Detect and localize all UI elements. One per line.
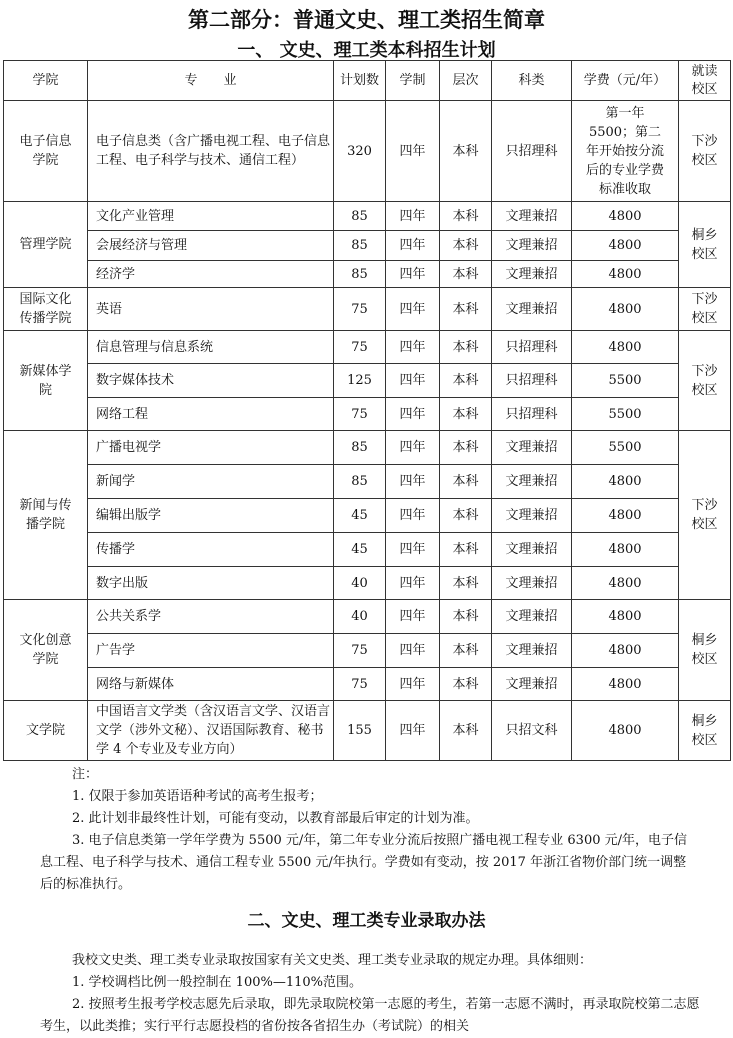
major-cell: 数字出版 (88, 567, 334, 600)
category-cell: 文理兼招 (492, 231, 572, 261)
major-cell: 新闻学 (88, 465, 334, 499)
table-row (4, 202, 731, 231)
category-cell: 文理兼招 (492, 288, 572, 331)
tuition-cell: 4800 (572, 231, 679, 261)
duration-cell: 四年 (386, 668, 440, 701)
level-cell: 本科 (440, 288, 492, 331)
duration-cell: 四年 (386, 202, 440, 231)
major-cell: 广播电视学 (88, 431, 334, 465)
column-header: 专 业 (88, 61, 334, 101)
paragraph: 1. 学校调档比例一般控制在 100%—110%范围。 (72, 975, 362, 990)
tuition-cell: 4800 (572, 499, 679, 533)
tuition-cell: 4800 (572, 533, 679, 567)
level-cell: 本科 (440, 101, 492, 202)
enrollment-plan-table (3, 60, 731, 761)
plan-count-cell: 85 (334, 231, 386, 261)
major-cell: 英语 (88, 288, 334, 331)
level-cell: 本科 (440, 600, 492, 634)
section-1-title: 一、 文史、理工类本科招生计划 (237, 40, 496, 61)
category-cell: 文理兼招 (492, 668, 572, 701)
note-item: 3. 电子信息类第一学年学费为 5500 元/年，第二年专业分流后按照广播电视工程专业 6300 元/年，电子信息工程、电子科学与技术、通信工程专业 5500 元/年执行。学费如有变动，按 2017 年浙江省物价部门统一调整后的标准执行。 (40, 833, 687, 892)
level-cell: 本科 (440, 202, 492, 231)
duration-cell: 四年 (386, 331, 440, 364)
level-cell: 本科 (440, 261, 492, 288)
duration-cell: 四年 (386, 231, 440, 261)
level-cell: 本科 (440, 398, 492, 431)
table-row (4, 600, 731, 634)
category-cell: 文理兼招 (492, 431, 572, 465)
plan-count-cell: 85 (334, 202, 386, 231)
plan-count-cell: 45 (334, 499, 386, 533)
table-row (4, 331, 731, 364)
college-cell: 国际文化传播学院 (4, 288, 88, 331)
college-cell: 新媒体学院 (4, 331, 88, 431)
tuition-cell: 4800 (572, 634, 679, 668)
tuition-cell: 4800 (572, 668, 679, 701)
table-row (4, 101, 731, 202)
table-row (4, 431, 731, 465)
tuition-cell: 5500 (572, 431, 679, 465)
plan-count-cell: 40 (334, 600, 386, 634)
plan-count-cell: 85 (334, 465, 386, 499)
category-cell: 文理兼招 (492, 634, 572, 668)
section-2-body (40, 950, 700, 1038)
duration-cell: 四年 (386, 398, 440, 431)
duration-cell: 四年 (386, 533, 440, 567)
major-cell: 电子信息类（含广播电视工程、电子信息工程、电子科学与技术、通信工程） (88, 101, 334, 202)
major-cell: 数字媒体技术 (88, 364, 334, 398)
table-row (4, 634, 731, 668)
major-cell: 编辑出版学 (88, 499, 334, 533)
column-header: 科类 (492, 61, 572, 101)
campus-cell: 下沙校区 (679, 288, 731, 331)
duration-cell: 四年 (386, 567, 440, 600)
level-cell: 本科 (440, 567, 492, 600)
campus-cell: 下沙校区 (679, 101, 731, 202)
table-row (4, 465, 731, 499)
table-row (4, 567, 731, 600)
category-cell: 文理兼招 (492, 499, 572, 533)
category-cell: 只招理科 (492, 331, 572, 364)
tuition-cell: 4800 (572, 261, 679, 288)
level-cell: 本科 (440, 499, 492, 533)
plan-count-cell: 40 (334, 567, 386, 600)
level-cell: 本科 (440, 331, 492, 364)
college-cell: 管理学院 (4, 202, 88, 288)
tuition-cell: 5500 (572, 364, 679, 398)
plan-count-cell: 85 (334, 431, 386, 465)
table-row (4, 701, 731, 761)
level-cell: 本科 (440, 465, 492, 499)
campus-cell: 桐乡校区 (679, 701, 731, 761)
notes (0, 764, 733, 896)
major-cell: 信息管理与信息系统 (88, 331, 334, 364)
major-cell: 文化产业管理 (88, 202, 334, 231)
plan-count-cell: 45 (334, 533, 386, 567)
plan-count-cell: 75 (334, 288, 386, 331)
table-row (4, 288, 731, 331)
column-header: 就读校区 (679, 61, 731, 101)
category-cell: 只招文科 (492, 701, 572, 761)
column-header: 学费（元/年） (572, 61, 679, 101)
table-row (4, 398, 731, 431)
category-cell: 只招理科 (492, 398, 572, 431)
college-cell: 文学院 (4, 701, 88, 761)
table-row (4, 668, 731, 701)
college-cell: 文化创意学院 (4, 600, 88, 701)
level-cell: 本科 (440, 364, 492, 398)
campus-cell: 桐乡校区 (679, 600, 731, 701)
category-cell: 文理兼招 (492, 600, 572, 634)
table-row (4, 231, 731, 261)
duration-cell: 四年 (386, 364, 440, 398)
major-cell: 公共关系学 (88, 600, 334, 634)
campus-cell: 桐乡校区 (679, 202, 731, 288)
category-cell: 只招理科 (492, 364, 572, 398)
level-cell: 本科 (440, 701, 492, 761)
plan-count-cell: 75 (334, 398, 386, 431)
note-item: 2. 此计划非最终性计划，可能有变动，以教育部最后审定的计划为准。 (72, 811, 479, 826)
duration-cell: 四年 (386, 288, 440, 331)
tuition-cell: 5500 (572, 398, 679, 431)
plan-count-cell: 75 (334, 668, 386, 701)
duration-cell: 四年 (386, 600, 440, 634)
table-row (4, 533, 731, 567)
duration-cell: 四年 (386, 634, 440, 668)
college-cell: 电子信息学院 (4, 101, 88, 202)
duration-cell: 四年 (386, 465, 440, 499)
plan-count-cell: 75 (334, 331, 386, 364)
campus-cell: 下沙校区 (679, 431, 731, 600)
level-cell: 本科 (440, 533, 492, 567)
college-cell: 新闻与传播学院 (4, 431, 88, 600)
tuition-cell: 4800 (572, 600, 679, 634)
major-cell: 经济学 (88, 261, 334, 288)
tuition-cell: 4800 (572, 465, 679, 499)
major-cell: 传播学 (88, 533, 334, 567)
plan-count-cell: 85 (334, 261, 386, 288)
campus-cell: 下沙校区 (679, 331, 731, 431)
level-cell: 本科 (440, 431, 492, 465)
category-cell: 文理兼招 (492, 202, 572, 231)
notes-label: 注： (72, 767, 99, 782)
table-row (4, 364, 731, 398)
tuition-cell: 4800 (572, 202, 679, 231)
table-row (4, 261, 731, 288)
category-cell: 文理兼招 (492, 261, 572, 288)
plan-count-cell: 155 (334, 701, 386, 761)
paragraph: 我校文史类、理工类专业录取按国家有关文史类、理工类专业录取的规定办理。具体细则： (72, 953, 593, 968)
note-item: 1. 仅限于参加英语语种考试的高考生报考； (72, 789, 323, 804)
tuition-cell: 第一年 5500；第二年开始按分流后的专业学费标准收取 (572, 101, 679, 202)
major-cell: 会展经济与管理 (88, 231, 334, 261)
level-cell: 本科 (440, 634, 492, 668)
column-header: 学制 (386, 61, 440, 101)
duration-cell: 四年 (386, 431, 440, 465)
plan-count-cell: 75 (334, 634, 386, 668)
tuition-cell: 4800 (572, 288, 679, 331)
tuition-cell: 4800 (572, 567, 679, 600)
table-row (4, 499, 731, 533)
major-cell: 中国语言文学类（含汉语言文学、汉语言文学（涉外文秘）、汉语国际教育、秘书学 4 个专业及专业方向） (88, 701, 334, 761)
paragraph: 2. 按照考生报考学校志愿先后录取，即先录取院校第一志愿的考生，若第一志愿不满时，再录取院校第二志愿考生，以此类推；实行平行志愿投档的省份按各省招生办（考试院）的相关 (40, 997, 700, 1034)
major-cell: 网络工程 (88, 398, 334, 431)
plan-count-cell: 320 (334, 101, 386, 202)
column-header: 计划数 (334, 61, 386, 101)
tuition-cell: 4800 (572, 331, 679, 364)
column-header: 学院 (4, 61, 88, 101)
duration-cell: 四年 (386, 101, 440, 202)
plan-count-cell: 125 (334, 364, 386, 398)
major-cell: 网络与新媒体 (88, 668, 334, 701)
duration-cell: 四年 (386, 499, 440, 533)
duration-cell: 四年 (386, 701, 440, 761)
level-cell: 本科 (440, 668, 492, 701)
category-cell: 只招理科 (492, 101, 572, 202)
category-cell: 文理兼招 (492, 465, 572, 499)
major-cell: 广告学 (88, 634, 334, 668)
duration-cell: 四年 (386, 261, 440, 288)
category-cell: 文理兼招 (492, 533, 572, 567)
tuition-cell: 4800 (572, 701, 679, 761)
header-row (4, 61, 731, 101)
category-cell: 文理兼招 (492, 567, 572, 600)
page-title: 第二部分：普通文史、理工类招生简章 (188, 8, 545, 32)
section-2-title: 二、文史、理工类专业录取办法 (247, 911, 486, 931)
column-header: 层次 (440, 61, 492, 101)
level-cell: 本科 (440, 231, 492, 261)
